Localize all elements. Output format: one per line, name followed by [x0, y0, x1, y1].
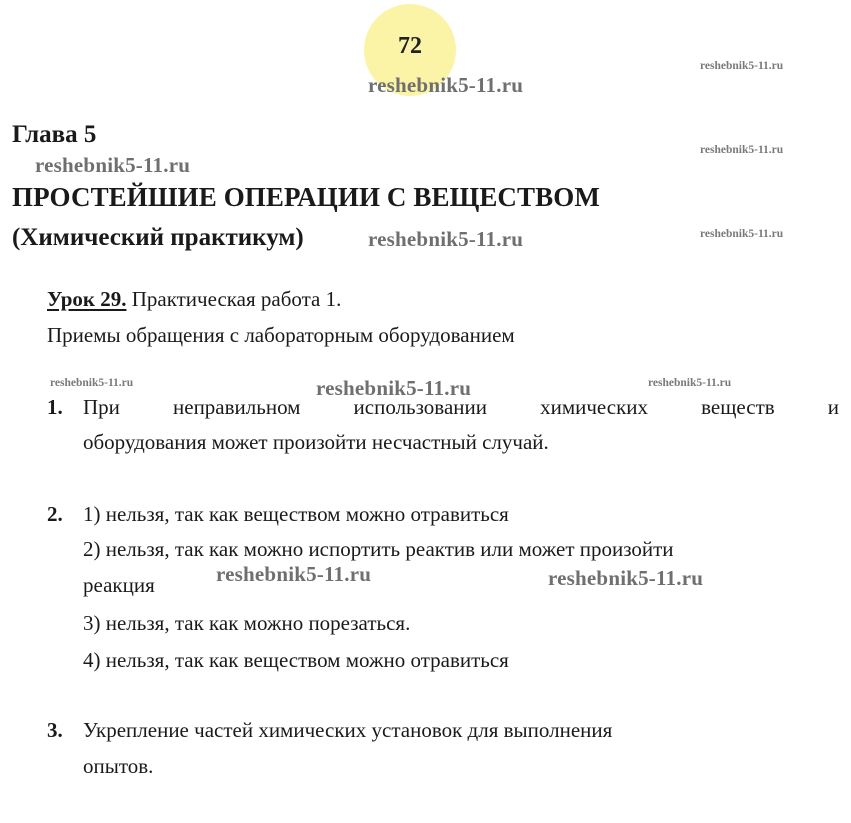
answer-text: Укрепление частей химических установок для выполнения [83, 718, 613, 742]
watermark: reshebnik5-11.ru [700, 144, 784, 156]
lesson-practical: Практическая работа 1. [126, 287, 342, 311]
answer-text: 2) нельзя, так как можно испортить реактив или может произойти [83, 537, 674, 561]
chapter-subtitle: (Химический практикум) [12, 224, 304, 251]
lesson-label: Урок 29. [47, 287, 127, 311]
answer-number: 1. [47, 395, 63, 419]
watermark: reshebnik5-11.ru [548, 566, 704, 590]
answer-text: 3) нельзя, так как можно порезаться. [83, 611, 411, 635]
answer-text: 1) нельзя, так как веществом можно отравиться [83, 502, 509, 526]
watermark: reshebnik5-11.ru [50, 377, 134, 389]
answer-text: 4) нельзя, так как веществом можно отравиться [83, 648, 509, 672]
watermark: reshebnik5-11.ru [316, 376, 472, 400]
lesson-description: Приемы обращения с лабораторным оборудованием [47, 323, 515, 347]
chapter-label: Глава 5 [12, 121, 97, 148]
watermark: reshebnik5-11.ru [216, 562, 372, 586]
answer-text: оборудования может произойти несчастный случай. [83, 430, 549, 454]
answer-text: опытов. [83, 754, 154, 778]
watermark: reshebnik5-11.ru [648, 377, 732, 389]
answer-text: При неправильном использовании химических веществ и [83, 395, 839, 419]
page-number: 72 [398, 33, 422, 59]
watermark: reshebnik5-11.ru [368, 73, 524, 97]
watermark: reshebnik5-11.ru [368, 227, 524, 251]
watermark: reshebnik5-11.ru [700, 228, 784, 240]
answer-number: 2. [47, 502, 63, 526]
lesson-heading [47, 287, 341, 312]
answer-text: реакция [83, 573, 155, 597]
chapter-title: ПРОСТЕЙШИЕ ОПЕРАЦИИ С ВЕЩЕСТВОМ [12, 182, 600, 212]
answer-number: 3. [47, 718, 63, 742]
watermark: reshebnik5-11.ru [700, 60, 784, 72]
watermark: reshebnik5-11.ru [35, 153, 191, 177]
